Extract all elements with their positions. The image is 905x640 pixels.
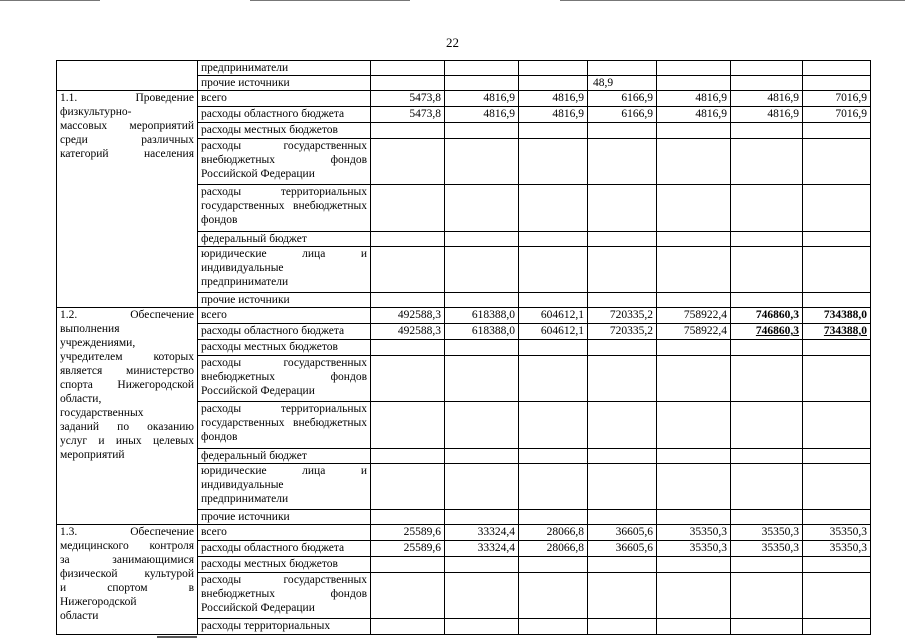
value-cell: 35350,3 [731,525,803,541]
value-cell [731,557,803,573]
value-cell [657,76,731,91]
value-cell [445,619,519,635]
value-cell [371,573,445,619]
value-cell [371,232,445,247]
value-cell [588,402,657,449]
value-cell [519,232,588,247]
value-cell [445,464,519,510]
value-cell [371,510,445,525]
value-cell: 758922,4 [657,308,731,324]
funding-source-cell: расходы государственных внебюджетных фондов Российской Федерации [198,139,371,185]
value-cell [445,356,519,402]
measure-name-line: мероприятий [60,449,125,461]
value-cell: 35350,3 [803,541,871,557]
measure-name-line: Нижегородской [60,596,137,608]
value-cell: 4816,9 [445,91,519,107]
value-cell [657,573,731,619]
value-cell [803,293,871,308]
value-cell [371,123,445,139]
value-cell [657,557,731,573]
top-rule-left [0,0,100,1]
value-cell: 4816,9 [657,91,731,107]
value-cell: 6166,9 [588,107,657,123]
measure-name-cell [57,525,198,635]
value-cell: 33324,4 [445,525,519,541]
value-cell [519,510,588,525]
value-cell [803,76,871,91]
funding-source-cell: всего [198,91,371,107]
value-cell [657,402,731,449]
value-cell [519,340,588,356]
value-cell [657,139,731,185]
value-cell [588,619,657,635]
measure-name-line: услуг и иных целевых [60,435,194,447]
measure-name-line: области [60,610,99,622]
value-cell [519,185,588,232]
value-cell: 48,9 [588,76,657,91]
value-cell: 28066,8 [519,525,588,541]
value-cell [803,402,871,449]
value-cell [371,340,445,356]
measure-name-cell [57,91,198,308]
funding-source-cell: всего [198,525,371,541]
value-cell [445,510,519,525]
value-cell: 5473,8 [371,91,445,107]
value-cell: 4816,9 [657,107,731,123]
value-cell: 734388,0 [803,324,871,340]
funding-source-cell: предприниматели [198,61,371,76]
value-cell [803,247,871,293]
value-cell [657,464,731,510]
value-cell: 35350,3 [731,541,803,557]
funding-source-cell: юридические лица и индивидуальные предприниматели [198,464,371,510]
value-cell [519,293,588,308]
value-cell: 618388,0 [445,324,519,340]
funding-source-cell: расходы территориальных [198,619,371,635]
funding-source-cell: расходы местных бюджетов [198,557,371,573]
value-cell: 734388,0 [803,308,871,324]
value-cell: 33324,4 [445,541,519,557]
value-cell [588,356,657,402]
value-cell [731,293,803,308]
measure-name-cell [57,61,198,91]
value-cell: 492588,3 [371,324,445,340]
value-cell [731,449,803,464]
value-cell [657,449,731,464]
funding-source-cell: расходы областного бюджета [198,541,371,557]
value-cell: 7016,9 [803,91,871,107]
value-cell [445,293,519,308]
value-cell [445,61,519,76]
budget-table [56,60,871,635]
value-cell [803,232,871,247]
value-cell: 4816,9 [445,107,519,123]
value-cell [519,61,588,76]
top-rule-center [250,0,410,1]
value-cell: 35350,3 [657,541,731,557]
value-cell: 746860,3 [731,308,803,324]
page-number: 22 [446,35,459,50]
budget-table-body [57,61,871,635]
value-cell [731,123,803,139]
measure-name-line: физической культурой [60,568,194,580]
value-cell [803,61,871,76]
value-cell [588,61,657,76]
value-cell: 5473,8 [371,107,445,123]
table-row [57,61,871,76]
measure-name-line: выполнения [60,323,120,335]
bottom-rule [157,636,197,638]
value-cell [657,293,731,308]
value-cell [657,232,731,247]
value-cell [588,464,657,510]
value-cell [731,573,803,619]
measure-name-line: среди различных [60,134,194,146]
funding-source-cell: расходы государственных внебюджетных фондов Российской Федерации [198,573,371,619]
funding-source-cell: расходы территориальных государственных внебюджетных фондов [198,402,371,449]
funding-source-cell: расходы территориальных государственных внебюджетных фондов [198,185,371,232]
value-cell [731,139,803,185]
value-cell [371,61,445,76]
value-cell [588,449,657,464]
value-cell [588,293,657,308]
value-cell [371,619,445,635]
value-cell [519,464,588,510]
measure-name-line: учредителем которых [60,351,194,363]
value-cell [731,356,803,402]
value-cell [519,123,588,139]
value-cell [445,340,519,356]
table-row [57,308,871,324]
value-cell [519,76,588,91]
value-cell: 492588,3 [371,308,445,324]
value-cell [588,185,657,232]
measure-name-line: спорта Нижегородской [60,379,194,391]
measure-name-line: 1.2. Обеспечение [60,309,194,321]
value-cell [445,557,519,573]
value-cell [803,123,871,139]
measure-name-line: категорий населения [60,148,194,160]
value-cell [731,340,803,356]
value-cell: 7016,9 [803,107,871,123]
funding-source-cell: прочие источники [198,293,371,308]
value-cell [445,123,519,139]
value-cell [371,356,445,402]
value-cell [445,185,519,232]
value-cell [803,185,871,232]
value-cell [731,61,803,76]
value-cell [803,573,871,619]
value-cell: 4816,9 [519,107,588,123]
funding-source-cell: расходы местных бюджетов [198,340,371,356]
value-cell [445,139,519,185]
value-cell [803,464,871,510]
measure-name-line: физкультурно- [60,106,132,118]
funding-source-cell: расходы областного бюджета [198,107,371,123]
value-cell [519,356,588,402]
measure-name-line: 1.1. Проведение [60,92,194,104]
value-cell: 35350,3 [803,525,871,541]
funding-source-cell: федеральный бюджет [198,449,371,464]
value-cell [371,247,445,293]
value-cell [731,402,803,449]
value-cell [519,139,588,185]
value-cell [803,510,871,525]
measure-name-line: 1.3. Обеспечение [60,526,194,538]
value-cell [371,293,445,308]
value-cell [371,139,445,185]
value-cell [731,232,803,247]
table-row [57,91,871,107]
measure-name-line: учреждениями, [60,337,136,349]
value-cell [588,557,657,573]
measure-name-line: государственных [60,407,144,419]
funding-source-cell: федеральный бюджет [198,232,371,247]
value-cell [731,247,803,293]
value-cell: 604612,1 [519,308,588,324]
value-cell: 36605,6 [588,541,657,557]
value-cell: 35350,3 [657,525,731,541]
value-cell [371,185,445,232]
value-cell [519,573,588,619]
funding-source-cell: прочие источники [198,76,371,91]
value-cell [371,76,445,91]
value-cell [519,402,588,449]
value-cell: 25589,6 [371,525,445,541]
value-cell [371,449,445,464]
value-cell [803,619,871,635]
value-cell: 720335,2 [588,324,657,340]
value-cell [445,76,519,91]
value-cell: 720335,2 [588,308,657,324]
value-cell: 746860,3 [731,324,803,340]
value-cell [371,557,445,573]
value-cell [657,185,731,232]
value-cell [731,619,803,635]
value-cell [519,619,588,635]
funding-source-cell: всего [198,308,371,324]
measure-name-line: за занимающимися [60,554,194,566]
value-cell [803,340,871,356]
value-cell [731,76,803,91]
value-cell: 28066,8 [519,541,588,557]
funding-source-cell: расходы местных бюджетов [198,123,371,139]
value-cell: 4816,9 [731,107,803,123]
value-cell [588,232,657,247]
value-cell: 36605,6 [588,525,657,541]
value-cell [657,247,731,293]
value-cell [445,402,519,449]
value-cell [445,247,519,293]
funding-source-cell: прочие источники [198,510,371,525]
value-cell: 4816,9 [731,91,803,107]
value-cell: 618388,0 [445,308,519,324]
value-cell: 6166,9 [588,91,657,107]
funding-source-cell: расходы областного бюджета [198,324,371,340]
value-cell: 758922,4 [657,324,731,340]
measure-name-line: массовых мероприятий [60,120,194,132]
value-cell [731,464,803,510]
value-cell: 25589,6 [371,541,445,557]
funding-source-cell: юридические лица и индивидуальные предприниматели [198,247,371,293]
value-cell [371,464,445,510]
measure-name-cell [57,308,198,525]
funding-source-cell: расходы государственных внебюджетных фондов Российской Федерации [198,356,371,402]
value-cell [803,356,871,402]
value-cell: 604612,1 [519,324,588,340]
value-cell [731,185,803,232]
value-cell [803,557,871,573]
table-row [57,525,871,541]
measure-name-line: медицинского контроля [60,540,194,552]
value-cell [657,123,731,139]
value-cell [519,247,588,293]
measure-name-line: области, [60,393,102,405]
value-cell [445,449,519,464]
value-cell: 4816,9 [519,91,588,107]
value-cell [657,61,731,76]
value-cell [519,449,588,464]
measure-name-line: и спортом в [60,582,194,594]
value-cell [445,573,519,619]
measure-name-line: является министерство [60,365,194,377]
value-cell [657,340,731,356]
value-cell [519,557,588,573]
value-cell [588,139,657,185]
value-cell [371,402,445,449]
value-cell [588,247,657,293]
value-cell [588,573,657,619]
value-cell [588,123,657,139]
value-cell [803,449,871,464]
value-cell [657,356,731,402]
value-cell [588,510,657,525]
value-cell [588,340,657,356]
value-cell [657,510,731,525]
top-rule-right [560,0,905,1]
measure-name-line: заданий по оказанию [60,421,194,433]
value-cell [657,619,731,635]
value-cell [731,510,803,525]
value-cell [803,139,871,185]
value-cell [445,232,519,247]
